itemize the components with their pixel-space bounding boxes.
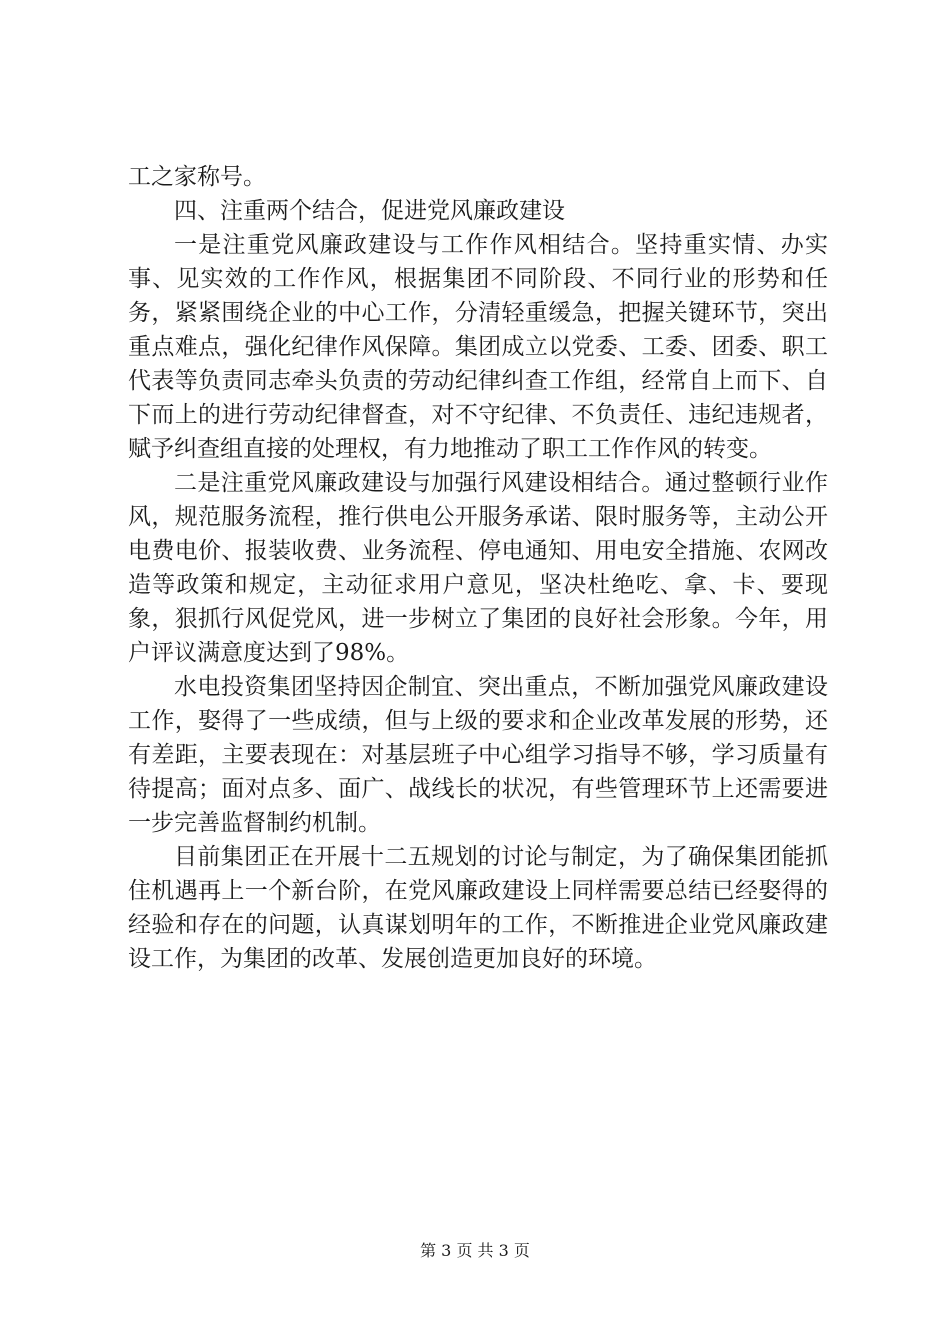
paragraph-industry-style: 二是注重党风廉政建设与加强行风建设相结合。通过整顿行业作风，规范服务流程，推行供电公开服务承诺、限时服务等，主动公开电费电价、报装收费、业务流程、停电通知、用电安全措施、农网改造等政策和规定，主动征求用户意见，坚决杜绝吃、拿、卡、要现象，狠抓行风促党风，进一步树立了集团的良好社会形象。今年，用户评议满意度达到了98%。 [128, 470, 828, 666]
paragraph-work-style: 一是注重党风廉政建设与工作作风相结合。坚持重实情、办实事、见实效的工作作风，根据集团不同阶段、不同行业的形势和任务，紧紧围绕企业的中心工作，分清轻重缓急，把握关键环节，突出重点难点，强化纪律作风保障。集团成立以党委、工委、团委、职工代表等负责同志牵头负责的劳动纪律纠查工作组，经常自上而下、自下而上的进行劳动纪律督查，对不守纪律、不负责任、违纪违规者，赋予纠查组直接的处理权，有力地推动了职工工作作风的转变。 [128, 232, 828, 462]
section-heading: 四、注重两个结合，促进党风廉政建设 [174, 198, 565, 224]
paragraph-shortcomings: 水电投资集团坚持因企制宜、突出重点，不断加强党风廉政建设工作，娶得了一些成绩，但与上级的要求和企业改革发展的形势，还有差距，主要表现在：对基层班子中心组学习指导不够，学习质量有待提高；面对点多、面广、战线长的状况，有些管理环节上还需要进一步完善监督制约机制。 [128, 674, 828, 836]
page-footer: 第 3 页 共 3 页 [420, 1241, 530, 1260]
paragraph-outlook: 目前集团正在开展十二五规划的讨论与制定，为了确保集团能抓住机遇再上一个新台阶，在党风廉政建设上同样需要总结已经娶得的经验和存在的问题，认真谋划明年的工作，不断推进企业党风廉政建设工作，为集团的改革、发展创造更加良好的环境。 [128, 844, 828, 972]
document-body [128, 160, 828, 976]
paragraph-continuation: 工之家称号。 [128, 164, 266, 190]
